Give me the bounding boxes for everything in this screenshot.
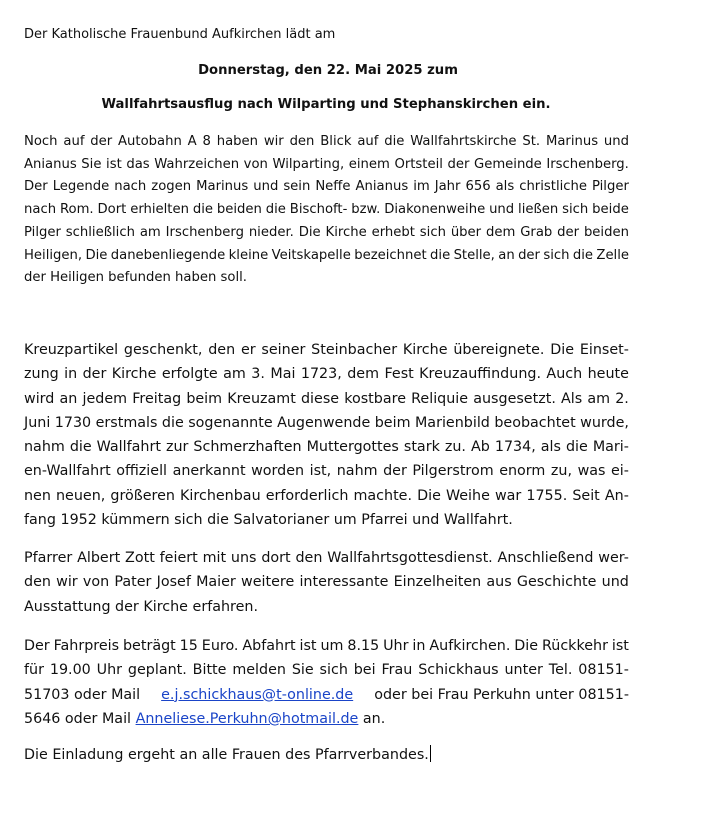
- word: in: [412, 638, 426, 654]
- intro-line: Der Katholische Frauenbund Aufkirchen lädt am: [24, 27, 336, 42]
- word: danebenliegende: [110, 247, 226, 263]
- word: Irschenberg.: [546, 156, 629, 172]
- paragraph-line: [24, 484, 629, 508]
- word: übereignete.: [453, 342, 545, 358]
- word: Augenwende: [277, 414, 371, 431]
- word: Die: [85, 247, 108, 263]
- word: die: [430, 247, 451, 263]
- word: neuen,: [55, 487, 106, 504]
- paragraph-line: [24, 411, 629, 435]
- word: 1755.: [526, 487, 568, 504]
- word: beiden: [583, 224, 629, 240]
- word: beobachtet: [494, 414, 576, 431]
- word: Pilgerstrom: [412, 463, 494, 480]
- word: Gemeinde: [473, 156, 542, 172]
- word: zu,: [550, 463, 573, 480]
- word: Stelle,: [453, 247, 495, 263]
- word: ist: [611, 638, 629, 654]
- date-heading: Donnerstag, den 22. Mai 2025 zum: [198, 63, 458, 78]
- word: die: [384, 134, 405, 149]
- contact-text: 51703 oder Mail: [24, 686, 141, 703]
- word: die: [192, 202, 213, 218]
- word: kostbare: [344, 390, 406, 407]
- word: geschenkt,: [123, 342, 203, 358]
- word: aus: [486, 574, 512, 591]
- word: Wallfahrtsgottesdienst.: [327, 550, 493, 566]
- word: wir: [56, 574, 78, 591]
- word: Pater: [114, 574, 152, 591]
- paragraph-line: [24, 570, 629, 594]
- word: Schmerzhaften: [193, 439, 302, 456]
- word: Blick: [320, 134, 352, 149]
- word: jedem: [82, 390, 128, 407]
- word: Schickhaus: [418, 662, 499, 679]
- word: Wallfahrtskirche: [410, 134, 517, 149]
- word: beträgt: [122, 638, 176, 654]
- word: Die: [298, 224, 321, 240]
- paragraph-line: [24, 634, 629, 658]
- word: sich: [562, 202, 589, 218]
- word: Kirchenbau: [180, 487, 261, 504]
- word: Abfahrt: [242, 638, 296, 654]
- word: en-Wallfahrt: [24, 463, 111, 480]
- word: Grab: [520, 224, 553, 240]
- word: Kirche: [402, 342, 448, 358]
- word: Maier: [196, 574, 236, 591]
- word: und: [603, 134, 629, 149]
- word: Uhr: [383, 638, 409, 654]
- paragraph-line: [24, 459, 629, 483]
- word: der: [518, 247, 540, 263]
- word: Mari-: [592, 439, 629, 456]
- paragraph-line: [24, 131, 629, 154]
- word: für: [24, 662, 44, 679]
- word: wer-: [598, 550, 629, 566]
- word: von: [82, 574, 110, 591]
- word: Als: [561, 390, 583, 407]
- word: ausgesetzt.: [473, 390, 556, 407]
- paragraph-travel-info: [24, 634, 629, 731]
- word: Wahrzeichen: [154, 156, 240, 172]
- word: bei: [353, 662, 376, 679]
- word: in: [64, 366, 78, 383]
- word: nen: [24, 487, 51, 504]
- word: diese: [300, 390, 340, 407]
- word: den: [24, 574, 51, 591]
- word: wird: [24, 390, 55, 407]
- paragraph-line: [24, 546, 629, 570]
- word: Kirche: [325, 224, 367, 240]
- word: ließen: [518, 202, 559, 218]
- word: das: [126, 156, 150, 172]
- word: nieder.: [248, 224, 294, 240]
- word: Irschenberg: [165, 224, 244, 240]
- word: worden: [251, 463, 305, 480]
- word: Muttergottes: [306, 439, 399, 456]
- word: Autobahn: [118, 134, 182, 149]
- word: Steinbacher: [311, 342, 398, 358]
- word: dem: [485, 224, 516, 240]
- word: kleine: [228, 247, 269, 263]
- word: am: [139, 224, 161, 240]
- word: stark: [403, 439, 440, 456]
- word: zung: [24, 366, 59, 383]
- word: Marinus: [545, 134, 599, 149]
- word: Veitskapelle: [271, 247, 351, 263]
- word: beim: [186, 390, 223, 407]
- word: nahm: [336, 463, 378, 480]
- word: Pilger: [24, 224, 61, 240]
- word: die: [161, 414, 184, 431]
- word: Mai: [270, 366, 296, 383]
- word: Anschließend: [497, 550, 594, 566]
- word: im: [413, 179, 430, 195]
- word: enorm: [499, 463, 546, 480]
- word: sich: [319, 662, 348, 679]
- word: der: [90, 134, 113, 149]
- paragraph-line: [24, 222, 629, 245]
- word: erstmals: [95, 414, 158, 431]
- word: größeren: [110, 487, 175, 504]
- paragraph-line: [24, 658, 629, 682]
- word: anerkannt: [172, 463, 246, 480]
- word: einem: [348, 156, 390, 172]
- word: Kreuzauffindung.: [419, 366, 541, 383]
- word: nahm: [24, 439, 65, 456]
- word: uns: [230, 550, 257, 566]
- paragraph-service: [24, 546, 629, 619]
- word: wir: [263, 134, 284, 149]
- word: St.: [522, 134, 541, 149]
- word: nach: [114, 179, 147, 195]
- word: zur: [165, 439, 189, 456]
- word: weitere: [241, 574, 295, 591]
- word: An-: [604, 487, 629, 504]
- word: interessante: [299, 574, 389, 591]
- paragraph-line: [24, 199, 629, 222]
- word: wurde,: [580, 414, 629, 431]
- paragraph-line: [24, 683, 629, 707]
- title-heading: Wallfahrtsausflug nach Wilparting und Stephanskirchen ein.: [101, 97, 551, 112]
- word: Der: [24, 638, 50, 654]
- word: 1723,: [300, 366, 342, 383]
- paragraph-line: [24, 176, 629, 199]
- word: am: [587, 390, 611, 407]
- word: 3.: [251, 366, 265, 383]
- word: beim: [374, 414, 411, 431]
- paragraph-history-intro: [24, 131, 629, 290]
- word: um: [320, 638, 344, 654]
- word: die: [572, 247, 594, 263]
- word: Ortsteil: [394, 156, 443, 172]
- word: ist,: [309, 463, 332, 480]
- word: Ab: [470, 439, 490, 456]
- word: Marienbild: [414, 414, 490, 431]
- contact-text: oder bei Frau Perkuhn unter 08151-: [374, 686, 629, 703]
- word: den: [208, 342, 236, 358]
- word: melden: [232, 662, 286, 679]
- paragraph-closing[interactable]: [24, 743, 629, 767]
- word: zu.: [444, 439, 466, 456]
- word: Zott: [125, 550, 155, 566]
- word: am: [223, 366, 246, 383]
- word: seiner: [261, 342, 306, 358]
- word: Bischoft-: [289, 202, 348, 218]
- word: auf: [357, 134, 379, 149]
- word: Die: [417, 487, 441, 504]
- word: an: [59, 390, 78, 407]
- email-link-perkuhn[interactable]: Anneliese.Perkuhn@hotmail.de: [135, 710, 359, 727]
- word: dem: [347, 366, 380, 383]
- word: Auch: [546, 366, 583, 383]
- word: Rom.: [59, 202, 94, 218]
- word: bezeichnet: [354, 247, 427, 263]
- contact-text: 5646 oder Mail: [24, 710, 132, 727]
- word: Einset-: [579, 342, 629, 358]
- word: 2.: [615, 390, 629, 407]
- word: mit: [202, 550, 227, 566]
- word: beiden: [216, 202, 262, 218]
- word: erhebt: [371, 224, 415, 240]
- word: 8: [202, 134, 211, 149]
- word: und: [489, 202, 515, 218]
- word: der: [383, 463, 407, 480]
- paragraph-line: [24, 435, 629, 459]
- word: schließlich: [65, 224, 135, 240]
- word: Fest: [384, 366, 414, 383]
- word: ist: [106, 156, 122, 172]
- word: und: [253, 179, 279, 195]
- word: sich: [543, 247, 570, 263]
- word: Die: [550, 342, 575, 358]
- word: machte.: [353, 487, 413, 504]
- paragraph-line: [24, 707, 629, 731]
- word: ist: [299, 638, 317, 654]
- word: er: [240, 342, 256, 358]
- word: Anianus: [355, 179, 409, 195]
- word: Uhr: [96, 662, 123, 679]
- word: Pilger: [591, 179, 629, 195]
- word: 656: [465, 179, 491, 195]
- word: Frau: [381, 662, 413, 679]
- word: Anianus: [24, 156, 77, 172]
- word: sogenannte: [188, 414, 273, 431]
- word: 1730: [54, 414, 92, 431]
- word: Reliquie: [411, 390, 469, 407]
- word: an: [498, 247, 515, 263]
- word: Seit: [572, 487, 600, 504]
- word: Noch: [24, 134, 58, 149]
- word: den: [295, 550, 323, 566]
- word: offiziell: [116, 463, 168, 480]
- word: Juni: [24, 414, 51, 431]
- word: erfolgte: [161, 366, 218, 383]
- word: 8.15: [347, 638, 380, 654]
- word: die: [565, 439, 588, 456]
- word: ei-: [611, 463, 629, 480]
- word: und: [601, 574, 629, 591]
- word: die: [69, 439, 92, 456]
- word: 08151-: [578, 662, 629, 679]
- word: Jahr: [434, 179, 461, 195]
- word: unter: [504, 662, 543, 679]
- word: Aufkirchen.: [429, 638, 511, 654]
- word: Dort: [97, 202, 127, 218]
- word: Wilparting,: [272, 156, 345, 172]
- closing-text: Die Einladung ergeht an alle Frauen des Pfarrverbandes.: [24, 747, 429, 763]
- word: als: [540, 439, 561, 456]
- word: geplant.: [127, 662, 187, 679]
- word: über: [450, 224, 482, 240]
- text-cursor: [430, 745, 431, 762]
- word: der: [557, 224, 580, 240]
- word: Weihe: [445, 487, 490, 504]
- word: Neffe: [315, 179, 351, 195]
- word: den: [289, 134, 315, 149]
- word: 19.00: [49, 662, 91, 679]
- word: auf: [63, 134, 85, 149]
- word: die: [265, 202, 286, 218]
- word: Legende: [52, 179, 110, 195]
- word: Bitte: [192, 662, 227, 679]
- word: erforderlich: [265, 487, 349, 504]
- word: Diakonenweihe: [384, 202, 486, 218]
- word: Marinus: [196, 179, 249, 195]
- word: beide: [592, 202, 629, 218]
- paragraph-line: [24, 154, 629, 177]
- word: Sie: [291, 662, 314, 679]
- word: heute: [587, 366, 629, 383]
- word: Albert: [77, 550, 121, 566]
- word: Kreuzamt: [227, 390, 296, 407]
- word: Freitag: [132, 390, 182, 407]
- word: Tel.: [548, 662, 573, 679]
- word: Pfarrer: [24, 550, 73, 566]
- word: der: [82, 366, 107, 383]
- word: dort: [261, 550, 291, 566]
- paragraph-line: [24, 362, 629, 386]
- word: erhielten: [130, 202, 189, 218]
- word: Kreuzpartikel: [24, 342, 119, 358]
- word: Josef: [156, 574, 191, 591]
- word: christliche: [519, 179, 587, 195]
- contact-text: an.: [362, 710, 386, 727]
- word: sein: [283, 179, 311, 195]
- word: Die: [514, 638, 539, 654]
- word: haben: [216, 134, 259, 149]
- word: was: [577, 463, 606, 480]
- word: Wallfahrt: [96, 439, 161, 456]
- email-link-schickhaus[interactable]: e.j.schickhaus@t-online.de: [161, 686, 354, 703]
- paragraph-relic-history: [24, 338, 629, 532]
- word: Rückkehr: [541, 638, 608, 654]
- word: bzw.: [351, 202, 381, 218]
- word: Fahrpreis: [53, 638, 120, 654]
- word: zogen: [151, 179, 192, 195]
- word: Einzelheiten: [393, 574, 482, 591]
- paragraph-line: der Heiligen befunden haben soll.: [24, 270, 247, 286]
- word: Der: [24, 179, 48, 195]
- word: A: [187, 134, 197, 149]
- paragraph-line: [24, 387, 629, 411]
- word: Euro.: [201, 638, 239, 654]
- paragraph-line: fang 1952 kümmern sich die Salvatorianer um Pfarrei und Wallfahrt.: [24, 512, 513, 529]
- word: Heiligen,: [24, 247, 83, 263]
- word: als: [495, 179, 515, 195]
- word: 15: [179, 638, 198, 654]
- word: Geschichte: [516, 574, 597, 591]
- word: Sie: [81, 156, 102, 172]
- word: sich: [419, 224, 446, 240]
- word: Zelle: [596, 247, 629, 263]
- word: der: [447, 156, 470, 172]
- paragraph-line: [24, 245, 629, 268]
- word: Kirche: [111, 366, 157, 383]
- paragraph-line: [24, 338, 629, 362]
- word: nach: [24, 202, 57, 218]
- word: feiert: [159, 550, 198, 566]
- word: von: [243, 156, 268, 172]
- word: war: [494, 487, 522, 504]
- paragraph-line: Ausstattung der Kirche erfahren.: [24, 598, 259, 615]
- word: 1734,: [494, 439, 536, 456]
